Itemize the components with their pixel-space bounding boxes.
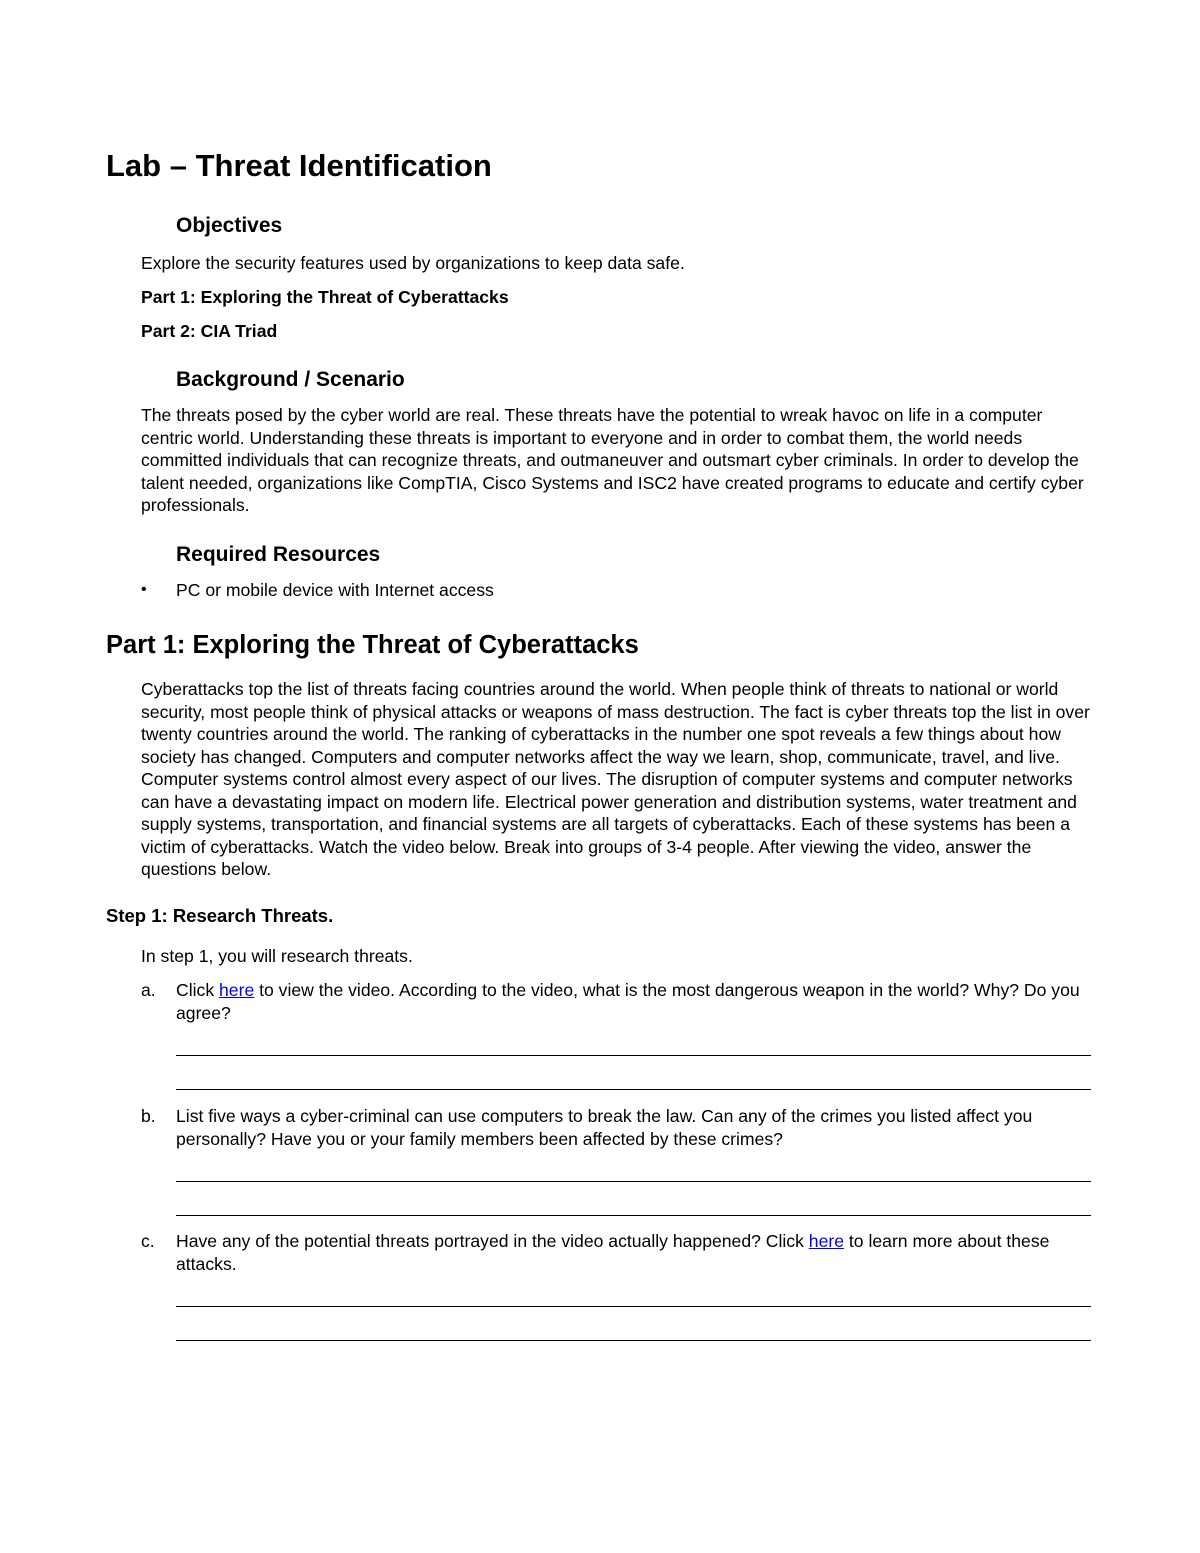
question-a-text-after: to view the video. According to the video, what is the most dangerous weapon in the world? Why? Do you agree? bbox=[176, 980, 1080, 1023]
question-a-letter: a. bbox=[141, 980, 156, 1000]
question-c-letter: c. bbox=[141, 1231, 155, 1251]
resources-heading: Required Resources bbox=[176, 543, 381, 566]
objectives-heading: Objectives bbox=[176, 214, 283, 237]
answer-line[interactable] bbox=[176, 1215, 1091, 1216]
question-a bbox=[176, 979, 1101, 1024]
background-text: The threats posed by the cyber world are real. These threats have the potential to wreak havoc on life in a computer centric world. Understanding these threats is important to everyone and in order to combat them, the world needs committed individuals that can recognize threats, and outmaneuver and outsmart cyber criminals. In order to develop the talent needed, organizations like CompTIA, Cisco Systems and ISC2 have created programs to educate and certify cyber professionals. bbox=[141, 405, 1084, 515]
part1-heading: Part 1: Exploring the Threat of Cyberattacks bbox=[106, 631, 639, 659]
question-b-text: List five ways a cyber-criminal can use computers to break the law. Can any of the crimes you listed affect you personally? Have you or your family members been affected by these crimes? bbox=[176, 1106, 1033, 1149]
answer-line[interactable] bbox=[176, 1055, 1091, 1056]
answer-line[interactable] bbox=[176, 1306, 1091, 1307]
document-title: Lab – Threat Identification bbox=[106, 148, 492, 183]
resource-item: PC or mobile device with Internet access bbox=[176, 580, 494, 600]
question-c-attacks-link[interactable]: here bbox=[808, 1231, 845, 1251]
objective-part-1: Part 1: Exploring the Threat of Cyberattacks bbox=[141, 287, 509, 307]
answer-line[interactable] bbox=[176, 1181, 1091, 1182]
background-heading: Background / Scenario bbox=[176, 368, 405, 391]
question-c bbox=[176, 1230, 1056, 1275]
question-a-text-before: Click bbox=[176, 980, 220, 1000]
objectives-intro: Explore the security features used by organizations to keep data safe. bbox=[141, 253, 685, 273]
step1-intro: In step 1, you will research threats. bbox=[141, 946, 413, 966]
objective-part-2: Part 2: CIA Triad bbox=[141, 321, 278, 341]
bullet-icon: • bbox=[141, 581, 147, 598]
question-b bbox=[176, 1105, 1101, 1150]
question-b-letter: b. bbox=[141, 1106, 156, 1126]
step1-heading: Step 1: Research Threats. bbox=[106, 905, 334, 926]
answer-line[interactable] bbox=[176, 1089, 1091, 1090]
question-c-text-after: to learn more about these attacks. bbox=[176, 1231, 1050, 1274]
answer-line[interactable] bbox=[176, 1340, 1091, 1341]
part1-text: Cyberattacks top the list of threats facing countries around the world. When people think of threats to national or world security, most people think of physical attacks or weapons of mass destruction. The fact is cyber threats top the list in over twenty countries around the world. The ranking of cyberattacks in the number one spot reveals a few things about how society has changed. Computers and computer networks affect the way we learn, shop, communicate, travel, and live. Computer systems control almost every aspect of our lives. The disruption of computer systems and computer networks can have a devastating impact on modern life. Electrical power generation and distribution systems, water treatment and supply systems, transportation, and financial systems are all targets of cyberattacks. Each of these systems has been a victim of cyberattacks. Watch the video below. Break into groups of 3-4 people. After viewing the video, answer the questions below. bbox=[141, 679, 1090, 879]
question-c-text-before: Have any of the potential threats portrayed in the video actually happened? Click bbox=[176, 1231, 809, 1251]
question-a-video-link[interactable]: here bbox=[219, 980, 255, 1000]
